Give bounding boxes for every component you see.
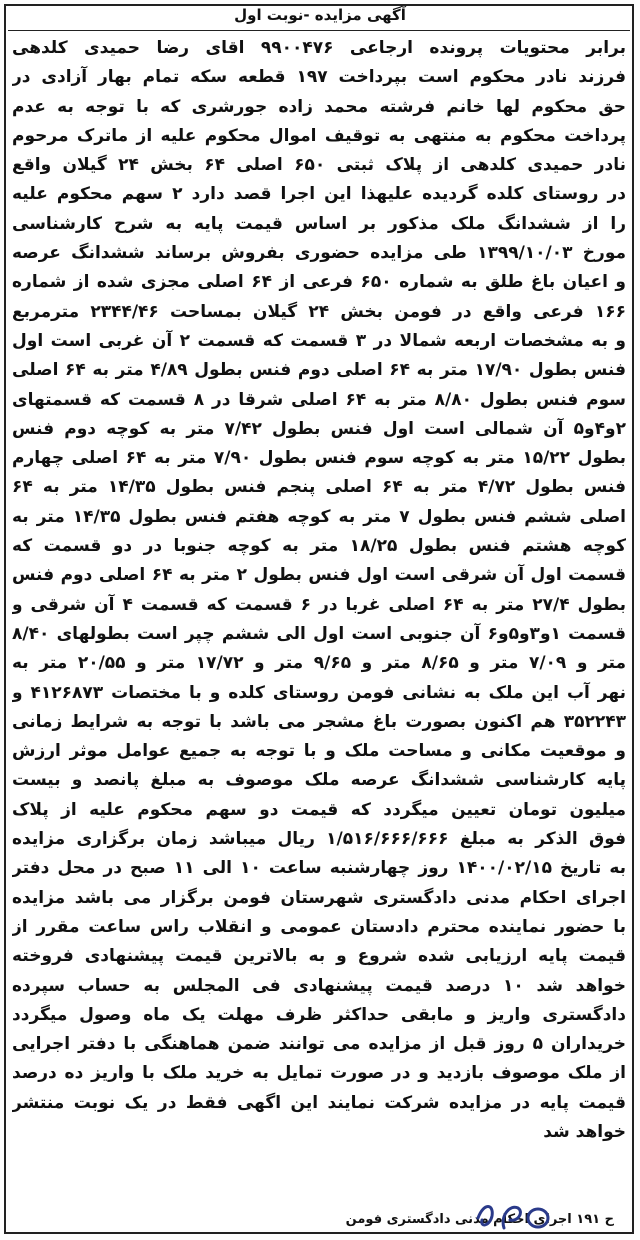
body-line: بطول ۲۷/۴ متر به ۶۴ اصلی غربا در ۶ قسمت که قسمت ۴ آن شرقی و <box>12 594 626 615</box>
body-line: ۱۶۶ فرعی واقع در فومن بخش ۲۴ گیلان بمساحت ۲۳۴۴/۴۶ مترمربع <box>12 301 626 322</box>
body-line: و به مشخصات اربعه شمالا در ۳ قسمت که قسمت ۲ آن غربی است اول <box>12 330 626 351</box>
body-line: خریداران ۵ روز قبل از مزایده می توانند ضمن هماهنگی با دفتر اجرایی <box>12 1034 626 1055</box>
body-line: از ملک موصوف بازدید و در صورت تمایل به خرید ملک با واریز ده درصد <box>12 1063 626 1084</box>
body-line: اجرای احکام مدنی دادگستری شهرستان فومن برگزار می باشد مزایده <box>12 887 626 908</box>
body-line: فنس بطول ۴/۷۲ متر به ۶۴ اصلی پنجم فنس بطول ۱۴/۳۵ متر به ۶۴ <box>12 477 626 498</box>
body-line: نهر آب این ملک به نشانی فومن روستای کلده و با مختصات ۴۱۲۶۸۷۳ و <box>12 682 626 703</box>
body-line: فرزند نادر محکوم است بپرداخت ۱۹۷ قطعه سکه تمام بهار آزادی در <box>12 67 626 88</box>
body-line: خواهد شد ۱۰ درصد قیمت پیشنهادی فی المجلس به حساب سپرده <box>12 975 626 996</box>
body-line: بطول ۱۵/۲۲ متر به کوچه سوم فنس بطول ۷/۹۰ متر به ۶۴ اصلی چهارم <box>12 448 626 469</box>
body-line: مورخ ۱۳۹۹/۱۰/۰۳ طی مزایده حضوری بفروش برساند ششدانگ عرصه <box>12 243 626 264</box>
body-line: و موقعیت مکانی و مساحت ملک و با توجه به جمیع عوامل موثر ارزش <box>12 741 626 762</box>
body-line: قیمت پایه در مزایده شرکت نمایند این اگهی فقط در یک نوبت منتشر <box>12 1092 626 1113</box>
body-line: به تاریخ ۱۴۰۰/۰۲/۱۵ روز چهارشنبه ساعت ۱۰ الی ۱۱ صبح در محل دفتر <box>12 858 626 879</box>
body-line: ۲و۴و۵ آن شمالی است اول فنس بطول ۷/۴۲ متر به کوچه دوم فنس <box>12 418 626 439</box>
body-line: خواهد شد <box>543 1121 626 1142</box>
body-line: اصلی ششم فنس بطول ۷ متر به کوچه هفتم فنس بطول ۱۴/۳۵ متر به <box>12 506 626 527</box>
body-line: میلیون تومان تعیین میگردد که قیمت دو سهم محکوم علیه از پلاک <box>12 799 626 820</box>
body-line: قسمت اول آن شرقی است اول فنس بطول ۲ متر به ۶۴ اصلی دوم فنس <box>12 565 626 586</box>
body-line: با حضور نماینده محترم دادستان عمومی و انقلاب راس ساعت مقرر از <box>12 916 626 937</box>
body-line: قسمت ۱و۳و۵و۶ آن جنوبی است اول الی ششم چپر است بطولهای ۸/۴۰ <box>12 623 626 644</box>
title-divider <box>8 30 630 31</box>
body-line: متر و ۷/۰۹ متر و ۸/۶۵ متر و ۹/۶۵ متر و ۱۷/۷۲ متر و ۲۰/۵۵ متر به <box>12 653 626 674</box>
body-line: و اعیان باغ طلق به شماره ۶۵۰ فرعی از ۶۴ اصلی مجزی شده از شماره <box>12 272 626 293</box>
body-line: کوچه هشتم فنس بطول ۱۸/۲۵ متر به کوچه جنوبا در دو قسمت که <box>12 536 626 557</box>
footer-signature: ح ۱۹۱ اجرای احکام مدنی دادگستری فومن <box>345 1212 614 1227</box>
body-line: حق محکوم لها خانم فرشته محمد زاده جورشری که با توجه به عدم <box>12 96 626 117</box>
handwritten-mark-svg <box>470 1192 560 1236</box>
body-line: برابر محتویات پرونده ارجاعی ۹۹۰۰۴۷۶ اقای رضا حمیدی کلدهی <box>12 38 626 58</box>
body-line: را از ششدانگ ملک مذکور بر اساس قیمت پایه به شرح کارشناسی <box>12 213 626 234</box>
handwritten-number-mark <box>470 1192 560 1236</box>
body-line: دادگستری واریز و مابقی حداکثر ظرف مهلت یک ماه وصول میگردد <box>12 1004 626 1025</box>
body-line: فنس بطول ۱۷/۹۰ متر به ۶۴ اصلی دوم فنس بطول ۴/۸۹ متر به ۶۴ اصلی <box>12 360 626 381</box>
body-line: پایه کارشناسی ششدانگ عرصه ملک موصوف به مبلغ پانصد و بیست <box>12 770 626 791</box>
body-line: سوم فنس بطول ۸/۸۰ متر به ۶۴ اصلی شرقا در ۸ قسمت که قسمتهای <box>12 389 626 410</box>
body-line: قیمت پایه ارزیابی شده شروع و به بالاترین قیمت پیشنهادی فروخته <box>12 946 626 967</box>
body-line: فوق الذکر به مبلغ ۱/۵۱۶/۶۶۶/۶۶۶ ریال میباشد زمان برگزاری مزایده <box>12 829 626 850</box>
body-line: ۳۵۲۲۴۳ هم اکنون بصورت باغ مشجر می باشد با توجه به شرایط زمانی <box>12 711 626 732</box>
notice-body <box>12 34 626 1147</box>
body-line: پرداخت محکوم به منتهی به توقیف اموال محکوم علیه از ماترک مرحوم <box>12 125 626 146</box>
body-line: در روستای کلده گردیده علیهذا این اجرا قصد دارد ۲ سهم محکوم علیه <box>12 184 626 205</box>
notice-title: آگهی مزایده -نوبت اول <box>234 6 406 24</box>
body-line: نادر حمیدی کلدهی از پلاک ثبتی ۶۵۰ اصلی ۶۴ بخش ۲۴ گیلان واقع <box>12 155 626 176</box>
